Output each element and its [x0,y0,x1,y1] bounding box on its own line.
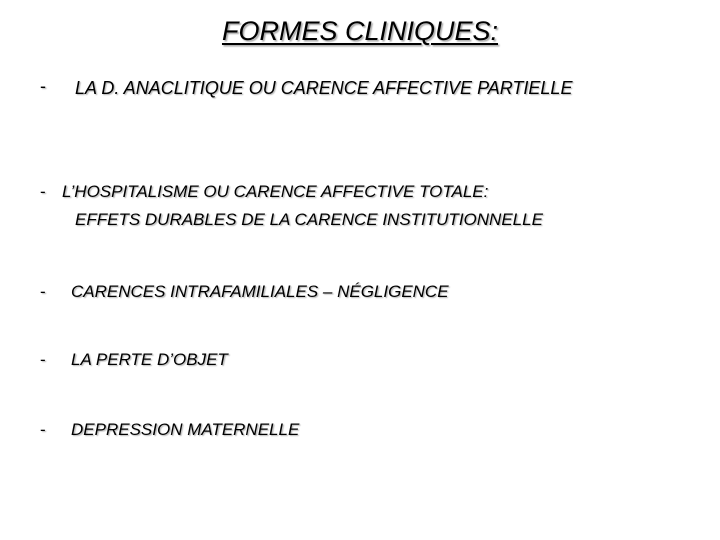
bullet-dash: - [40,350,46,369]
bullet-dash: - [40,76,46,96]
bullet-dash: - [40,182,46,201]
list-item-subtext: EFFETS DURABLES DE LA CARENCE INSTITUTIONNELLE [75,210,543,229]
bullet-dash: - [40,282,46,301]
bullet-dash: - [40,420,46,439]
list-item-text: L’HOSPITALISME OU CARENCE AFFECTIVE TOTALE: [62,182,489,201]
list-item-text: LA D. ANACLITIQUE OU CARENCE AFFECTIVE PARTIELLE [75,78,573,98]
list-item-text: LA PERTE D’OBJET [71,350,228,369]
list-item-text: DEPRESSION MATERNELLE [71,420,300,439]
slide-title: FORMES CLINIQUES: [221,16,499,46]
list-item-text: CARENCES INTRAFAMILIALES – NÉGLIGENCE [71,282,449,301]
